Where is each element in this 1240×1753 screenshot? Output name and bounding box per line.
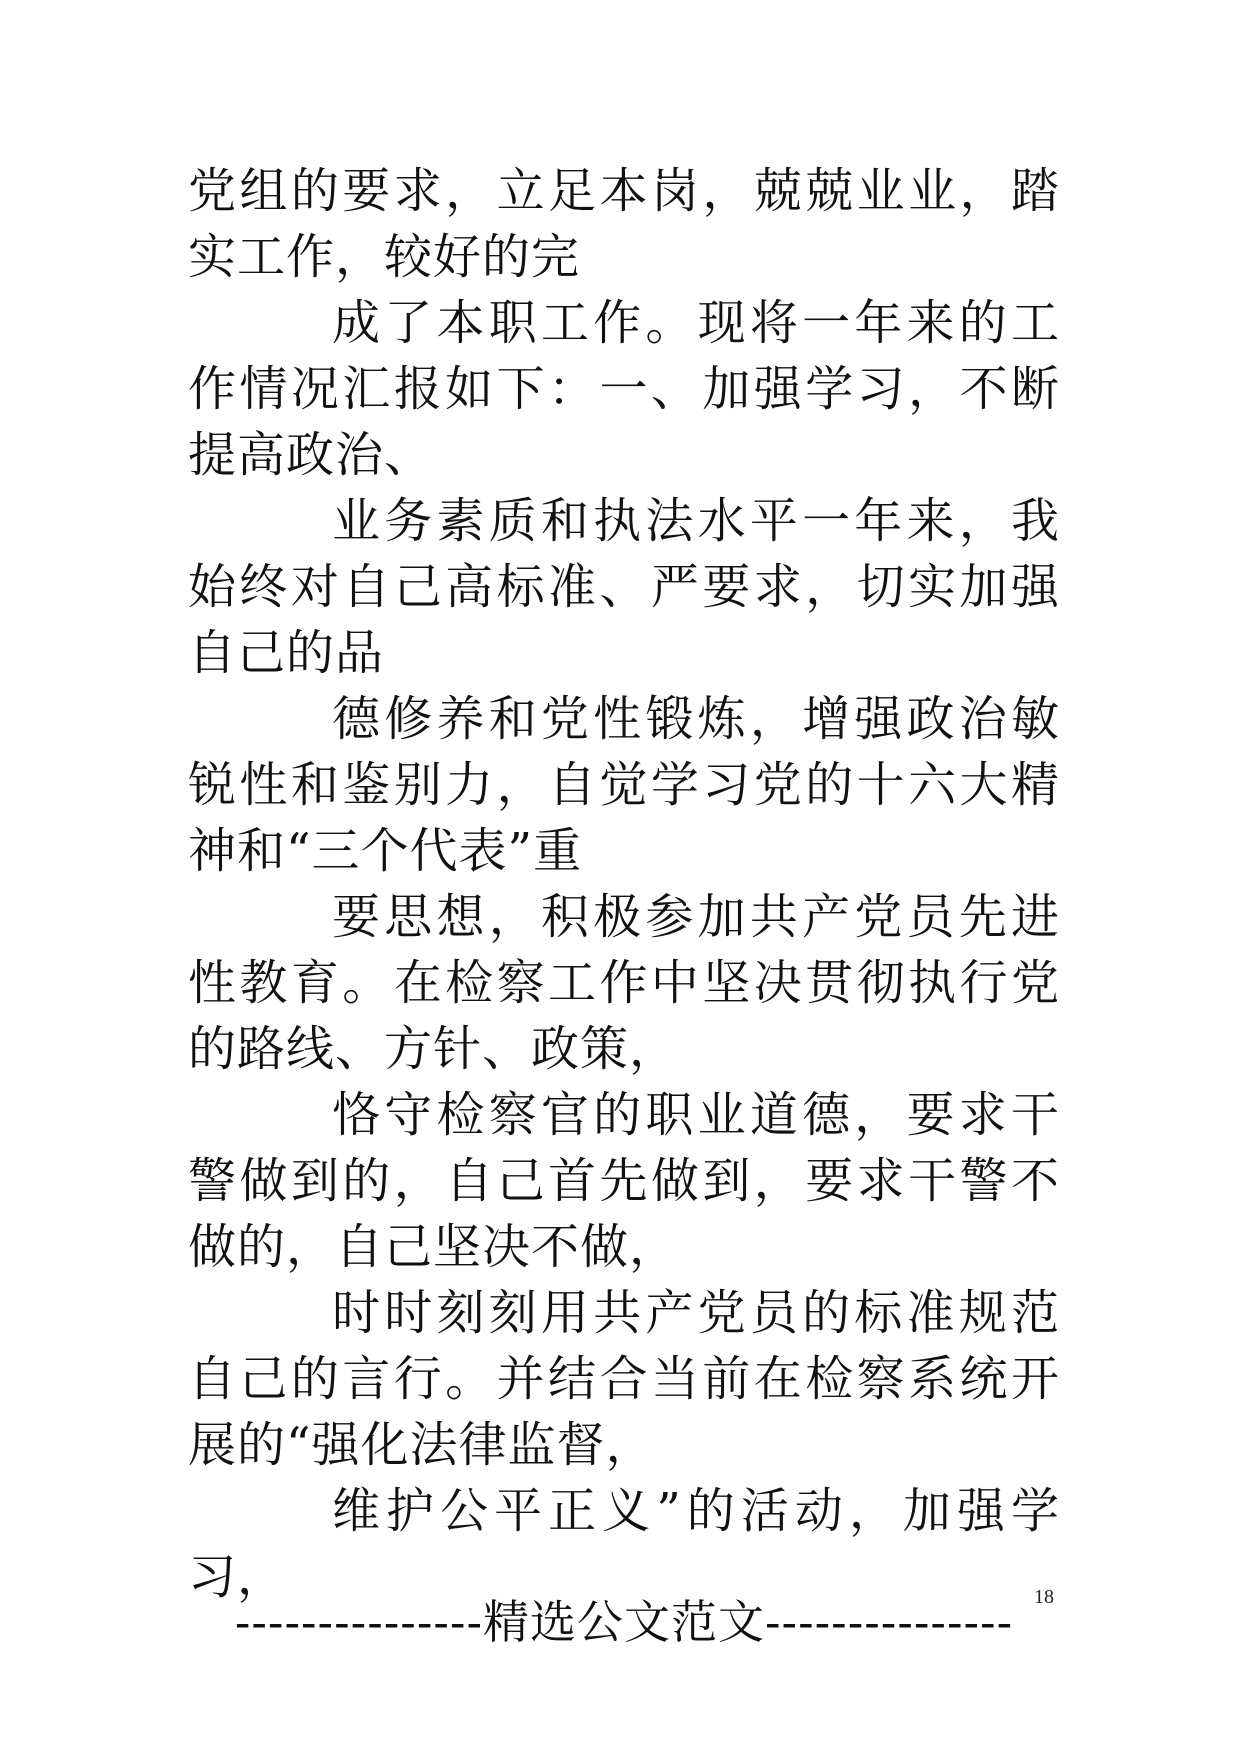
page-number: 18 <box>1034 1586 1054 1608</box>
paragraph-4: 德修养和党性锻炼，增强政治敏锐性和鉴别力，自觉学习党的十六大精神和“三个代表”重 <box>188 691 1060 879</box>
paragraph-2: 成了本职工作。现将一年来的工作情况汇报如下：一、加强学习，不断提高政治、 <box>188 295 1060 483</box>
paragraph-7: 时时刻刻用共产党员的标准规范自己的言行。并结合当前在检察系统开展的“强化法律监督， <box>188 1285 1060 1473</box>
paragraph-1: 党组的要求，立足本岗，兢兢业业，踏实工作，较好的完 <box>188 163 1060 285</box>
paragraph-6: 恪守检察官的职业道德，要求干警做到的，自己首先做到，要求干警不做的，自己坚决不做， <box>188 1087 1060 1275</box>
body-text <box>188 158 1060 1610</box>
paragraph-5: 要思想，积极参加共产党员先进性教育。在检察工作中坚决贯彻执行党的路线、方针、政策， <box>188 889 1060 1077</box>
paragraph-8: 维护公平正义”的活动，加强学习， <box>188 1483 1060 1605</box>
paragraph-3: 业务素质和执法水平一年来，我始终对自己高标准、严要求，切实加强自己的品 <box>188 493 1060 681</box>
page-footer: ---------------精选公文范文--------------- <box>234 1595 1014 1649</box>
